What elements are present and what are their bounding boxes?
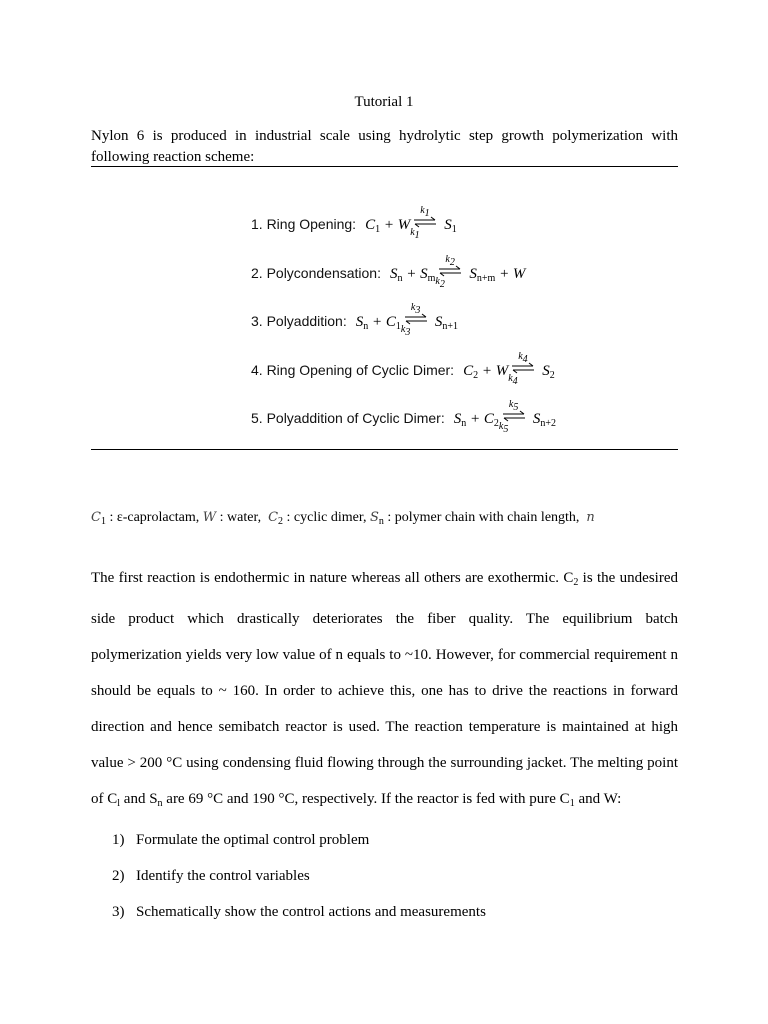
question-item xyxy=(112,898,486,934)
rate-symbol: k xyxy=(410,227,415,238)
legend-s-symbol: S xyxy=(369,510,379,525)
rate-symbol: k xyxy=(508,399,514,410)
rate-symbol: k xyxy=(400,324,406,335)
question-number: 1) xyxy=(112,832,125,848)
reaction-lhs-subscript: 1 xyxy=(395,321,401,332)
legend-c1-symbol: C xyxy=(91,510,101,525)
reaction-rhs-term: S xyxy=(469,265,477,282)
rate-subscript: 1 xyxy=(414,230,420,241)
reaction-lhs-term: S xyxy=(389,265,398,282)
legend-c1-desc: : ε-caprolactam, xyxy=(109,510,200,525)
rate-symbol: k xyxy=(518,350,523,362)
reaction-equation xyxy=(365,205,457,241)
question-text: Schematically show the control actions and measurements xyxy=(136,904,486,920)
body-sub-4: 1 xyxy=(569,798,575,809)
question-number: 3) xyxy=(112,904,125,920)
legend-c2-desc: : cyclic dimer, xyxy=(286,510,367,525)
reaction-label: 4. Ring Opening of Cyclic Dimer: xyxy=(251,361,455,378)
reaction-label: 2. Polycondensation: xyxy=(251,264,381,281)
rate-subscript: 4 xyxy=(522,353,528,365)
rate-symbol: k xyxy=(508,372,513,384)
equilibrium-arrow-icon xyxy=(508,350,536,387)
body-sub-2: l xyxy=(117,798,121,809)
reaction-rhs-term: S xyxy=(434,314,443,330)
forward-rate-constant xyxy=(411,302,420,316)
reaction-lhs-subscript: 2 xyxy=(493,418,499,429)
legend-c1-subscript: 1 xyxy=(100,516,106,527)
forward-rate-constant xyxy=(509,399,518,413)
reaction-row xyxy=(251,253,671,313)
equilibrium-arrow-icon xyxy=(410,205,438,241)
reaction-lhs-subscript: m xyxy=(427,272,436,284)
reaction-label: 1. Ring Opening: xyxy=(251,216,357,232)
reverse-rate-constant xyxy=(499,421,508,435)
page-title: Tutorial 1 xyxy=(354,94,414,110)
reaction-label: 3. Polyaddition: xyxy=(251,313,347,329)
reverse-rate-constant xyxy=(435,276,444,290)
reverse-rate-constant xyxy=(508,373,517,387)
reaction-scheme xyxy=(251,205,671,458)
reaction-lhs-term: + C xyxy=(466,411,494,427)
reaction-label: 5. Polyaddition of Cyclic Dimer: xyxy=(251,410,445,426)
body-text-4: are 69 °C and 190 °C, respectively. If the reactor is fed with pure C xyxy=(162,791,570,807)
reaction-lhs-subscript: n xyxy=(397,272,403,284)
reaction-rhs-subscript: n+1 xyxy=(442,321,459,332)
reaction-lhs-subscript: n xyxy=(363,321,369,332)
rate-symbol: k xyxy=(435,275,440,287)
reaction-lhs-term: S xyxy=(453,411,462,427)
body-text-2: is the undesired side product which drastically deteriorates the fiber quality. The equilibrium batch polymerization yields very low value of n equals to ~10. However, for commercial requirement n should be equals to ~ 160. In order to achieve this, one has to drive the reactions in forward direction and hence semibatch reactor is used. The reaction temperature is maintained at high value > 200 °C using condensing fluid flowing through the surrounding jacket. The melting point of C xyxy=(91,570,678,807)
body-text-5: and W: xyxy=(574,791,622,807)
reaction-rhs-subscript: 2 xyxy=(549,369,555,381)
rate-subscript: 3 xyxy=(415,305,421,316)
reaction-equation xyxy=(389,253,526,290)
reaction-rhs-term: + W xyxy=(495,265,526,282)
reaction-equation xyxy=(355,302,459,338)
reaction-lhs-subscript: n xyxy=(461,418,467,429)
rate-symbol: k xyxy=(498,421,504,432)
legend-n-symbol: n xyxy=(586,510,595,525)
body-sub-3: n xyxy=(157,798,163,809)
reverse-rate-constant xyxy=(401,324,410,338)
rate-symbol: k xyxy=(410,302,416,313)
legend-c2-subscript: 2 xyxy=(278,516,284,527)
reaction-rhs-subscript: n+2 xyxy=(540,418,557,429)
rate-subscript: 2 xyxy=(439,278,445,290)
reaction-lhs-term: + C xyxy=(368,314,396,330)
reaction-lhs-term: + W xyxy=(380,217,411,233)
reaction-rhs-subscript: n+m xyxy=(476,272,496,284)
legend-s-subscript: n xyxy=(378,516,384,527)
legend-s-desc: : polymer chain with chain length, xyxy=(387,510,580,525)
legend-w-symbol: W xyxy=(202,510,217,525)
divider-bottom xyxy=(91,449,678,450)
reaction-lhs-term: S xyxy=(355,314,364,330)
divider-top xyxy=(91,166,678,167)
reaction-lhs-term: + W xyxy=(478,362,509,379)
rate-symbol: k xyxy=(445,253,450,265)
equilibrium-arrow-icon xyxy=(435,253,463,290)
reaction-rhs-subscript: 1 xyxy=(451,224,457,235)
body-text-1: The first reaction is endothermic in nature whereas all others are exothermic. C xyxy=(91,570,574,586)
rate-subscript: 5 xyxy=(503,424,509,435)
reaction-equation xyxy=(463,350,555,387)
rate-subscript: 1 xyxy=(424,208,430,219)
forward-rate-constant xyxy=(445,254,454,268)
reaction-lhs-subscript: 2 xyxy=(473,369,479,381)
reaction-lhs-subscript: 1 xyxy=(375,224,381,235)
forward-rate-constant xyxy=(518,351,527,365)
forward-rate-constant xyxy=(420,205,429,219)
question-item xyxy=(112,826,486,862)
body-sub-1: 2 xyxy=(573,577,579,588)
question-number: 2) xyxy=(112,868,125,884)
legend-c2-symbol: C xyxy=(268,510,279,525)
reaction-row xyxy=(251,205,671,264)
rate-subscript: 4 xyxy=(512,375,518,387)
reaction-rhs-term: S xyxy=(542,362,550,379)
equilibrium-arrow-icon xyxy=(498,399,527,435)
body-paragraph xyxy=(91,560,678,822)
reaction-equation xyxy=(453,399,557,435)
legend-w-desc: : water, xyxy=(219,510,262,525)
intro-paragraph: Nylon 6 is produced in industrial scale using hydrolytic step growth polymerization with following reaction scheme: xyxy=(91,128,678,165)
rate-symbol: k xyxy=(420,205,425,216)
reaction-row xyxy=(251,399,671,458)
reaction-row xyxy=(251,302,671,361)
body-text-3: and S xyxy=(120,791,158,807)
equilibrium-arrow-icon xyxy=(400,302,429,338)
reaction-lhs-term: + S xyxy=(402,265,428,282)
rate-subscript: 3 xyxy=(405,327,411,338)
reaction-row xyxy=(251,350,671,410)
reverse-rate-constant xyxy=(410,227,419,241)
rate-subscript: 2 xyxy=(449,256,455,268)
question-text: Identify the control variables xyxy=(136,868,310,884)
reaction-rhs-term: S xyxy=(444,217,452,233)
rate-subscript: 5 xyxy=(513,402,519,413)
reaction-rhs-term: S xyxy=(532,411,541,427)
species-legend xyxy=(91,510,595,527)
reaction-lhs-term: C xyxy=(365,217,376,233)
question-item xyxy=(112,862,486,898)
question-list xyxy=(112,826,486,934)
question-text: Formulate the optimal control problem xyxy=(136,832,370,848)
reaction-lhs-term: C xyxy=(463,362,474,379)
